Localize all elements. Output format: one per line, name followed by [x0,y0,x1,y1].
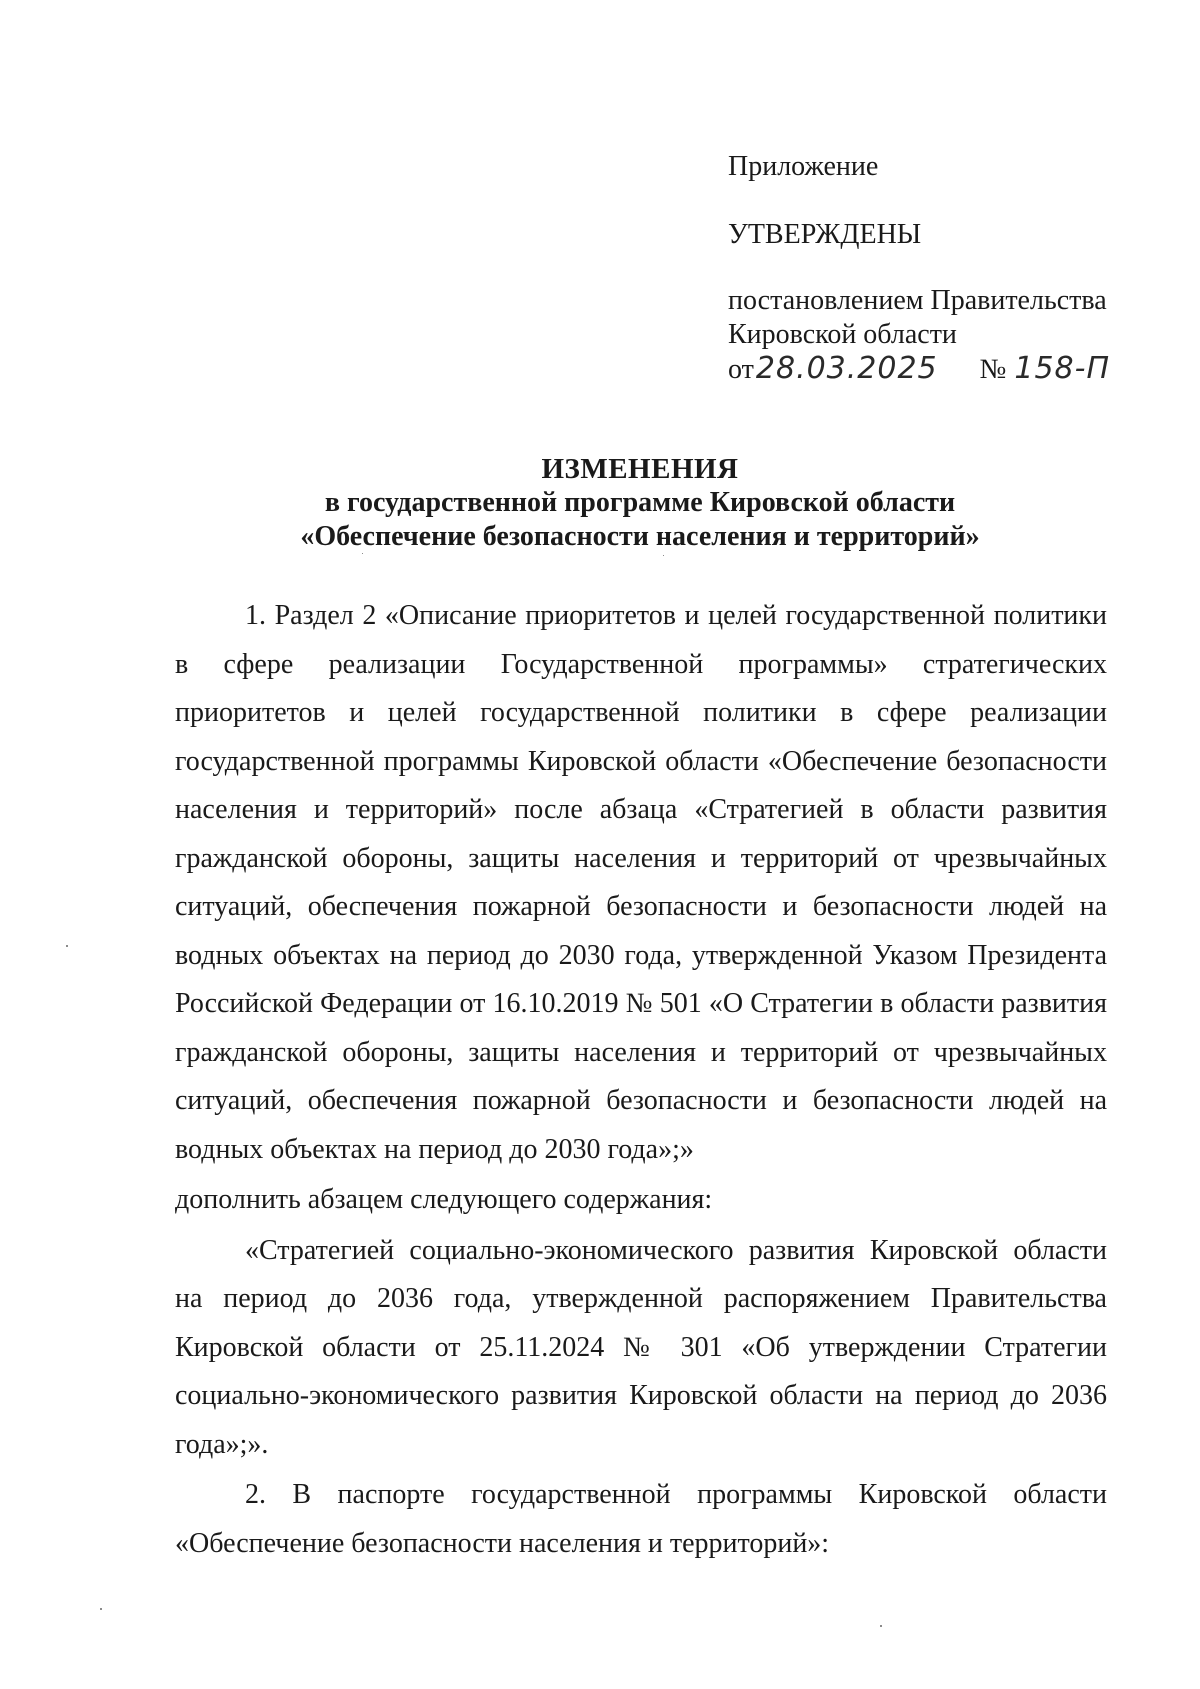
title-main: ИЗМЕНЕНИЯ [541,453,739,485]
title-subline-1: в государственной программе Кировской области [324,487,956,518]
handwritten-date: 28.03.2025 [755,351,938,386]
scan-speck [880,1625,882,1627]
document-body [175,592,1107,1568]
approved-by-line-2: Кировской области [728,319,957,350]
scan-speck [663,555,664,556]
date-prefix: от [728,354,754,385]
scan-speck [362,553,363,554]
title-subline-2: «Обеспечение безопасности населения и территорий» [300,521,980,552]
approved-by-line-1: постановлением Правительства [728,285,1107,316]
paragraph-2: дополнить абзацем следующего содержания: [175,1184,713,1215]
paragraph-3: «Стратегией социально-экономического развития Кировской области на период до 2036 года, утвержденной распоряжением Правительства Кировской области от 25.11.2024 № 301 «Об утверждении Стратегии социально-экономического развития Кировской области на период до 2036 года»;». [175,1234,1107,1460]
approval-date-row [728,352,1148,387]
appendix-label: Приложение [728,151,879,182]
paragraph-1: 1. Раздел 2 «Описание приоритетов и целей государственной политики в сфере реализации Государственной программы» стратегических приоритетов и целей государственной политики в сфере реализации государственной программы Кировской области «Обеспечение безопасности населения и территорий» после абзаца «Стратегией в области развития гражданской обороны, защиты населения и территорий от чрезвычайных ситуаций, обеспечения пожарной безопасности и безопасности людей на водных объектах на период до 2030 года, утвержденной Указом Президента Российской Федерации от 16.10.2019 № 501 «О Стратегии в области развития гражданской обороны, защиты населения и территорий от чрезвычайных ситуаций, обеспечения пожарной безопасности и безопасности людей на водных объектах на период до 2030 года»;» [175,600,1107,1165]
approval-stamp-block [728,150,1148,387]
paragraph-4: 2. В паспорте государственной программы Кировской области «Обеспечение безопасности населения и территорий»: [175,1479,1107,1559]
approved-label: УТВЕРЖДЕНЫ [728,219,922,250]
scan-speck [100,1608,102,1610]
document-title [0,452,1200,554]
number-label: № [979,354,1007,385]
scan-speck [66,945,68,947]
handwritten-number: 158-П [1014,351,1111,386]
